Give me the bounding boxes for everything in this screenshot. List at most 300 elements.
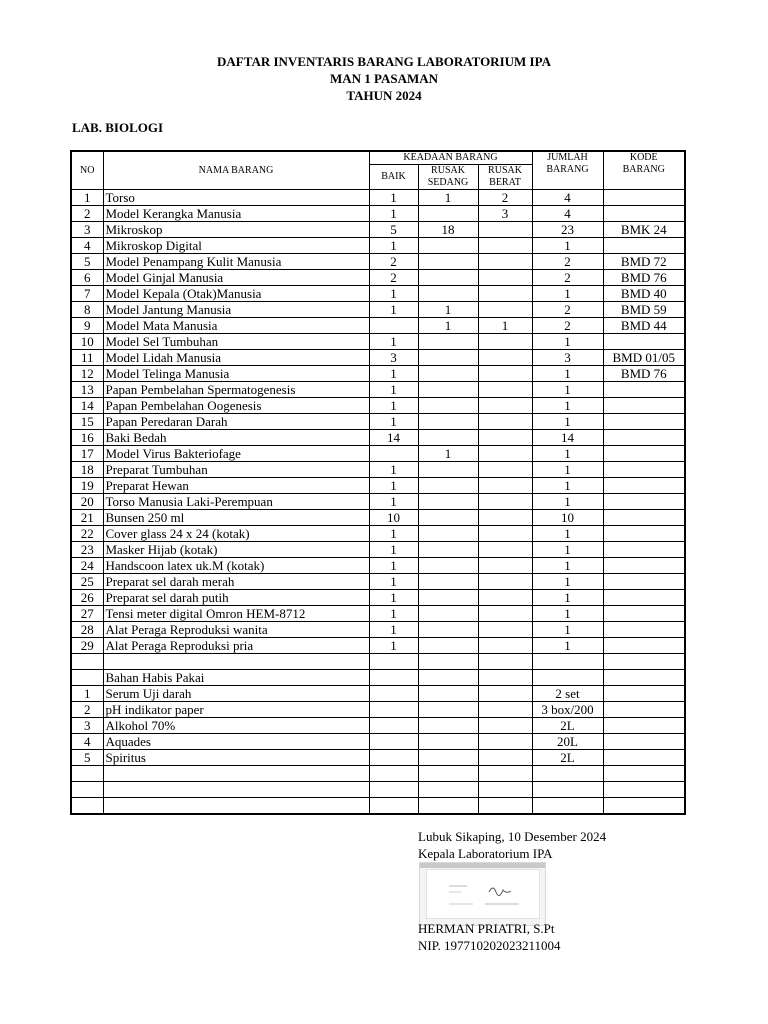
cell-berat bbox=[478, 286, 532, 302]
cell-no: 19 bbox=[71, 478, 103, 494]
cell-sedang bbox=[418, 766, 478, 782]
cell-berat bbox=[478, 558, 532, 574]
cell-berat bbox=[478, 734, 532, 750]
cell-baik: 1 bbox=[369, 414, 418, 430]
cell-berat bbox=[478, 462, 532, 478]
cell-berat bbox=[478, 782, 532, 798]
cell-no: 25 bbox=[71, 574, 103, 590]
cell-nama: Papan Pembelahan Spermatogenesis bbox=[103, 382, 369, 398]
cell-kode bbox=[603, 622, 685, 638]
cell-baik: 1 bbox=[369, 638, 418, 654]
cell-no: 16 bbox=[71, 430, 103, 446]
table-row bbox=[71, 446, 685, 462]
section-title: LAB. BIOLOGI bbox=[72, 120, 164, 135]
cell-no: 17 bbox=[71, 446, 103, 462]
table-row bbox=[71, 478, 685, 494]
cell-sedang bbox=[418, 478, 478, 494]
document-title: DAFTAR INVENTARIS BARANG LABORATORIUM IPA bbox=[217, 54, 551, 69]
cell-sedang bbox=[418, 462, 478, 478]
cell-no: 4 bbox=[71, 238, 103, 254]
cell-jumlah: 1 bbox=[532, 494, 603, 510]
cell-berat bbox=[478, 606, 532, 622]
cell-jumlah: 1 bbox=[532, 574, 603, 590]
cell-nama: Aquades bbox=[103, 734, 369, 750]
cell-sedang bbox=[418, 526, 478, 542]
table-row bbox=[71, 638, 685, 654]
cell-kode bbox=[603, 782, 685, 798]
cell-jumlah: 20L bbox=[532, 734, 603, 750]
col-header-kode bbox=[603, 151, 685, 190]
cell-jumlah: 2 bbox=[532, 302, 603, 318]
cell-baik: 1 bbox=[369, 574, 418, 590]
cell-baik: 1 bbox=[369, 334, 418, 350]
table-row bbox=[71, 238, 685, 254]
cell-jumlah: 2 set bbox=[532, 686, 603, 702]
table-row bbox=[71, 190, 685, 206]
cell-berat bbox=[478, 798, 532, 815]
table-row bbox=[71, 318, 685, 334]
table-row bbox=[71, 718, 685, 734]
table-row bbox=[71, 382, 685, 398]
cell-baik bbox=[369, 446, 418, 462]
cell-berat bbox=[478, 654, 532, 670]
table-row bbox=[71, 702, 685, 718]
cell-no: 2 bbox=[71, 206, 103, 222]
cell-jumlah: 1 bbox=[532, 414, 603, 430]
cell-kode bbox=[603, 558, 685, 574]
cell-kode bbox=[603, 430, 685, 446]
cell-nama: pH indikator paper bbox=[103, 702, 369, 718]
cell-jumlah: 1 bbox=[532, 478, 603, 494]
cell-no: 5 bbox=[71, 750, 103, 766]
cell-no: 26 bbox=[71, 590, 103, 606]
cell-nama: Papan Peredaran Darah bbox=[103, 414, 369, 430]
cell-sedang: 1 bbox=[418, 302, 478, 318]
cell-baik: 1 bbox=[369, 190, 418, 206]
cell-sedang bbox=[418, 670, 478, 686]
cell-no: 13 bbox=[71, 382, 103, 398]
cell-jumlah: 1 bbox=[532, 286, 603, 302]
cell-baik: 1 bbox=[369, 526, 418, 542]
col-header-rusak-berat bbox=[478, 165, 532, 190]
col-header-jumlah bbox=[532, 151, 603, 190]
cell-no: 24 bbox=[71, 558, 103, 574]
cell-baik: 1 bbox=[369, 286, 418, 302]
col-header-no: NO bbox=[71, 151, 103, 190]
cell-no bbox=[71, 782, 103, 798]
cell-baik: 1 bbox=[369, 606, 418, 622]
cell-berat bbox=[478, 510, 532, 526]
cell-jumlah: 1 bbox=[532, 382, 603, 398]
cell-kode bbox=[603, 446, 685, 462]
cell-sedang bbox=[418, 398, 478, 414]
cell-nama: Spiritus bbox=[103, 750, 369, 766]
table-row bbox=[71, 270, 685, 286]
cell-sedang bbox=[418, 702, 478, 718]
cell-baik: 2 bbox=[369, 270, 418, 286]
cell-berat bbox=[478, 382, 532, 398]
cell-nama: Bahan Habis Pakai bbox=[103, 670, 369, 686]
cell-nama: Preparat Hewan bbox=[103, 478, 369, 494]
table-row bbox=[71, 334, 685, 350]
cell-jumlah: 1 bbox=[532, 334, 603, 350]
col-header-kode-line2: BARANG bbox=[622, 164, 665, 175]
table-row bbox=[71, 734, 685, 750]
cell-no: 7 bbox=[71, 286, 103, 302]
cell-kode bbox=[603, 462, 685, 478]
cell-berat bbox=[478, 750, 532, 766]
cell-kode bbox=[603, 702, 685, 718]
cell-nama bbox=[103, 798, 369, 815]
cell-baik: 1 bbox=[369, 366, 418, 382]
table-row bbox=[71, 350, 685, 366]
cell-no: 3 bbox=[71, 718, 103, 734]
cell-berat bbox=[478, 446, 532, 462]
cell-kode bbox=[603, 478, 685, 494]
cell-jumlah: 4 bbox=[532, 190, 603, 206]
cell-jumlah: 23 bbox=[532, 222, 603, 238]
cell-berat bbox=[478, 670, 532, 686]
cell-kode bbox=[603, 206, 685, 222]
cell-berat bbox=[478, 686, 532, 702]
footer-place-date: Lubuk Sikaping, 10 Desember 2024 bbox=[418, 829, 607, 844]
cell-kode: BMD 76 bbox=[603, 270, 685, 286]
cell-berat bbox=[478, 254, 532, 270]
cell-berat bbox=[478, 302, 532, 318]
cell-baik: 1 bbox=[369, 238, 418, 254]
cell-nama: Papan Pembelahan Oogenesis bbox=[103, 398, 369, 414]
cell-sedang bbox=[418, 734, 478, 750]
cell-sedang bbox=[418, 254, 478, 270]
col-header-nama: NAMA BARANG bbox=[103, 151, 369, 190]
cell-nama: Bunsen 250 ml bbox=[103, 510, 369, 526]
cell-jumlah bbox=[532, 782, 603, 798]
table-row bbox=[71, 414, 685, 430]
cell-sedang bbox=[418, 334, 478, 350]
cell-baik bbox=[369, 798, 418, 815]
cell-kode bbox=[603, 334, 685, 350]
table-row bbox=[71, 670, 685, 686]
cell-baik: 14 bbox=[369, 430, 418, 446]
cell-nama bbox=[103, 766, 369, 782]
cell-jumlah: 2 bbox=[532, 318, 603, 334]
cell-sedang: 1 bbox=[418, 190, 478, 206]
cell-nama: Model Penampang Kulit Manusia bbox=[103, 254, 369, 270]
cell-kode bbox=[603, 590, 685, 606]
cell-nama: Preparat sel darah merah bbox=[103, 574, 369, 590]
cell-kode bbox=[603, 382, 685, 398]
cell-baik bbox=[369, 670, 418, 686]
cell-berat bbox=[478, 334, 532, 350]
cell-kode bbox=[603, 798, 685, 815]
cell-nama: Model Telinga Manusia bbox=[103, 366, 369, 382]
cell-berat bbox=[478, 222, 532, 238]
cell-kode bbox=[603, 638, 685, 654]
document-year: TAHUN 2024 bbox=[346, 88, 422, 103]
cell-nama: Model Sel Tumbuhan bbox=[103, 334, 369, 350]
cell-nama: Baki Bedah bbox=[103, 430, 369, 446]
cell-sedang bbox=[418, 798, 478, 815]
cell-nama: Mikroskop bbox=[103, 222, 369, 238]
cell-baik: 1 bbox=[369, 206, 418, 222]
cell-sedang bbox=[418, 366, 478, 382]
cell-baik: 2 bbox=[369, 254, 418, 270]
cell-nama: Cover glass 24 x 24 (kotak) bbox=[103, 526, 369, 542]
cell-berat bbox=[478, 718, 532, 734]
table-row bbox=[71, 462, 685, 478]
cell-kode bbox=[603, 734, 685, 750]
col-header-keadaan: KEADAAN BARANG bbox=[369, 151, 532, 165]
cell-no: 11 bbox=[71, 350, 103, 366]
school-name: MAN 1 PASAMAN bbox=[329, 71, 439, 86]
cell-no: 27 bbox=[71, 606, 103, 622]
cell-jumlah: 10 bbox=[532, 510, 603, 526]
cell-sedang bbox=[418, 590, 478, 606]
signature-scribble bbox=[427, 870, 539, 918]
cell-sedang bbox=[418, 782, 478, 798]
cell-no: 1 bbox=[71, 190, 103, 206]
table-row bbox=[71, 798, 685, 815]
cell-no: 6 bbox=[71, 270, 103, 286]
cell-sedang bbox=[418, 286, 478, 302]
cell-sedang bbox=[418, 542, 478, 558]
cell-no bbox=[71, 766, 103, 782]
cell-jumlah: 3 box/200 bbox=[532, 702, 603, 718]
cell-sedang: 18 bbox=[418, 222, 478, 238]
cell-jumlah: 1 bbox=[532, 638, 603, 654]
table-row bbox=[71, 654, 685, 670]
col-header-kode-line1: KODE bbox=[629, 152, 658, 163]
table-row bbox=[71, 286, 685, 302]
cell-jumlah bbox=[532, 654, 603, 670]
col-header-rusak-sedang bbox=[418, 165, 478, 190]
cell-baik bbox=[369, 686, 418, 702]
inventory-body bbox=[71, 190, 685, 815]
cell-berat bbox=[478, 430, 532, 446]
cell-sedang bbox=[418, 686, 478, 702]
table-row bbox=[71, 366, 685, 382]
cell-berat bbox=[478, 414, 532, 430]
cell-jumlah: 2 bbox=[532, 254, 603, 270]
cell-kode bbox=[603, 414, 685, 430]
col-header-rusak-sedang-line1: RUSAK bbox=[431, 165, 465, 176]
cell-berat bbox=[478, 478, 532, 494]
cell-kode bbox=[603, 670, 685, 686]
cell-berat bbox=[478, 398, 532, 414]
cell-baik: 1 bbox=[369, 478, 418, 494]
cell-kode bbox=[603, 494, 685, 510]
table-row bbox=[71, 398, 685, 414]
cell-baik: 1 bbox=[369, 398, 418, 414]
cell-berat bbox=[478, 766, 532, 782]
cell-berat: 2 bbox=[478, 190, 532, 206]
cell-kode bbox=[603, 238, 685, 254]
cell-sedang bbox=[418, 558, 478, 574]
cell-kode bbox=[603, 510, 685, 526]
cell-kode: BMD 76 bbox=[603, 366, 685, 382]
cell-nama: Alat Peraga Reproduksi pria bbox=[103, 638, 369, 654]
cell-kode: BMD 40 bbox=[603, 286, 685, 302]
cell-no: 23 bbox=[71, 542, 103, 558]
cell-sedang bbox=[418, 270, 478, 286]
cell-nama: Alat Peraga Reproduksi wanita bbox=[103, 622, 369, 638]
cell-kode: BMD 72 bbox=[603, 254, 685, 270]
cell-nama: Serum Uji darah bbox=[103, 686, 369, 702]
cell-sedang bbox=[418, 414, 478, 430]
table-row bbox=[71, 574, 685, 590]
cell-jumlah: 14 bbox=[532, 430, 603, 446]
table-row bbox=[71, 494, 685, 510]
col-header-jumlah-line2: BARANG bbox=[546, 164, 589, 175]
table-row bbox=[71, 558, 685, 574]
cell-sedang bbox=[418, 718, 478, 734]
cell-kode bbox=[603, 190, 685, 206]
inventory-table bbox=[70, 150, 686, 815]
cell-jumlah bbox=[532, 798, 603, 815]
cell-sedang bbox=[418, 238, 478, 254]
cell-nama: Model Jantung Manusia bbox=[103, 302, 369, 318]
cell-berat bbox=[478, 574, 532, 590]
col-header-rusak-berat-line2: BERAT bbox=[489, 177, 521, 188]
signature-image bbox=[419, 862, 546, 926]
cell-jumlah: 1 bbox=[532, 606, 603, 622]
cell-jumlah: 1 bbox=[532, 558, 603, 574]
cell-kode: BMD 01/05 bbox=[603, 350, 685, 366]
cell-no: 8 bbox=[71, 302, 103, 318]
table-row bbox=[71, 254, 685, 270]
cell-nama bbox=[103, 654, 369, 670]
cell-kode: BMD 44 bbox=[603, 318, 685, 334]
cell-nama bbox=[103, 782, 369, 798]
cell-nama: Alkohol 70% bbox=[103, 718, 369, 734]
cell-jumlah: 3 bbox=[532, 350, 603, 366]
table-row bbox=[71, 606, 685, 622]
table-row bbox=[71, 430, 685, 446]
cell-berat bbox=[478, 238, 532, 254]
cell-sedang bbox=[418, 510, 478, 526]
cell-no: 3 bbox=[71, 222, 103, 238]
cell-kode bbox=[603, 718, 685, 734]
cell-sedang bbox=[418, 638, 478, 654]
cell-baik: 1 bbox=[369, 542, 418, 558]
cell-berat: 1 bbox=[478, 318, 532, 334]
cell-nama: Model Ginjal Manusia bbox=[103, 270, 369, 286]
cell-kode bbox=[603, 574, 685, 590]
table-row bbox=[71, 510, 685, 526]
table-row bbox=[71, 750, 685, 766]
cell-jumlah: 1 bbox=[532, 590, 603, 606]
cell-kode bbox=[603, 750, 685, 766]
cell-nama: Model Mata Manusia bbox=[103, 318, 369, 334]
cell-nama: Handscoon latex uk.M (kotak) bbox=[103, 558, 369, 574]
cell-nama: Model Kepala (Otak)Manusia bbox=[103, 286, 369, 302]
cell-nama: Model Kerangka Manusia bbox=[103, 206, 369, 222]
cell-baik bbox=[369, 318, 418, 334]
cell-sedang bbox=[418, 382, 478, 398]
cell-no: 10 bbox=[71, 334, 103, 350]
cell-baik: 10 bbox=[369, 510, 418, 526]
cell-berat bbox=[478, 366, 532, 382]
cell-kode bbox=[603, 398, 685, 414]
cell-sedang: 1 bbox=[418, 318, 478, 334]
cell-baik: 1 bbox=[369, 494, 418, 510]
cell-no: 21 bbox=[71, 510, 103, 526]
signature-image-toolbar bbox=[420, 863, 545, 868]
cell-kode bbox=[603, 526, 685, 542]
cell-nama: Mikroskop Digital bbox=[103, 238, 369, 254]
table-row bbox=[71, 590, 685, 606]
cell-sedang bbox=[418, 622, 478, 638]
cell-kode bbox=[603, 686, 685, 702]
cell-baik bbox=[369, 734, 418, 750]
cell-baik: 1 bbox=[369, 590, 418, 606]
cell-no: 14 bbox=[71, 398, 103, 414]
cell-berat: 3 bbox=[478, 206, 532, 222]
cell-berat bbox=[478, 702, 532, 718]
cell-jumlah: 2L bbox=[532, 718, 603, 734]
cell-jumlah bbox=[532, 670, 603, 686]
table-row bbox=[71, 526, 685, 542]
col-header-jumlah-line1: JUMLAH bbox=[547, 152, 588, 163]
cell-no: 2 bbox=[71, 702, 103, 718]
cell-nama: Masker Hijab (kotak) bbox=[103, 542, 369, 558]
cell-kode bbox=[603, 654, 685, 670]
cell-no bbox=[71, 670, 103, 686]
cell-berat bbox=[478, 526, 532, 542]
table-row bbox=[71, 302, 685, 318]
cell-jumlah: 2L bbox=[532, 750, 603, 766]
col-header-baik: BAIK bbox=[369, 165, 418, 190]
cell-sedang bbox=[418, 606, 478, 622]
cell-baik: 3 bbox=[369, 350, 418, 366]
col-header-rusak-sedang-line2: SEDANG bbox=[427, 177, 469, 188]
cell-jumlah: 1 bbox=[532, 398, 603, 414]
cell-no: 20 bbox=[71, 494, 103, 510]
cell-no: 1 bbox=[71, 686, 103, 702]
cell-baik: 1 bbox=[369, 558, 418, 574]
cell-sedang bbox=[418, 494, 478, 510]
cell-sedang bbox=[418, 430, 478, 446]
cell-berat bbox=[478, 590, 532, 606]
cell-baik bbox=[369, 654, 418, 670]
footer-position: Kepala Laboratorium IPA bbox=[418, 846, 553, 861]
cell-no: 18 bbox=[71, 462, 103, 478]
cell-nama: Model Virus Bakteriofage bbox=[103, 446, 369, 462]
cell-sedang bbox=[418, 750, 478, 766]
table-row bbox=[71, 782, 685, 798]
cell-baik bbox=[369, 718, 418, 734]
cell-jumlah: 1 bbox=[532, 526, 603, 542]
cell-jumlah: 1 bbox=[532, 542, 603, 558]
cell-no bbox=[71, 654, 103, 670]
cell-baik bbox=[369, 782, 418, 798]
cell-sedang bbox=[418, 206, 478, 222]
cell-kode bbox=[603, 606, 685, 622]
cell-baik: 1 bbox=[369, 462, 418, 478]
cell-kode bbox=[603, 766, 685, 782]
cell-baik: 5 bbox=[369, 222, 418, 238]
cell-baik bbox=[369, 702, 418, 718]
cell-baik: 1 bbox=[369, 302, 418, 318]
cell-kode bbox=[603, 542, 685, 558]
cell-sedang bbox=[418, 654, 478, 670]
table-row bbox=[71, 542, 685, 558]
cell-sedang: 1 bbox=[418, 446, 478, 462]
cell-no: 22 bbox=[71, 526, 103, 542]
cell-kode: BMD 59 bbox=[603, 302, 685, 318]
cell-jumlah: 2 bbox=[532, 270, 603, 286]
cell-jumlah: 4 bbox=[532, 206, 603, 222]
